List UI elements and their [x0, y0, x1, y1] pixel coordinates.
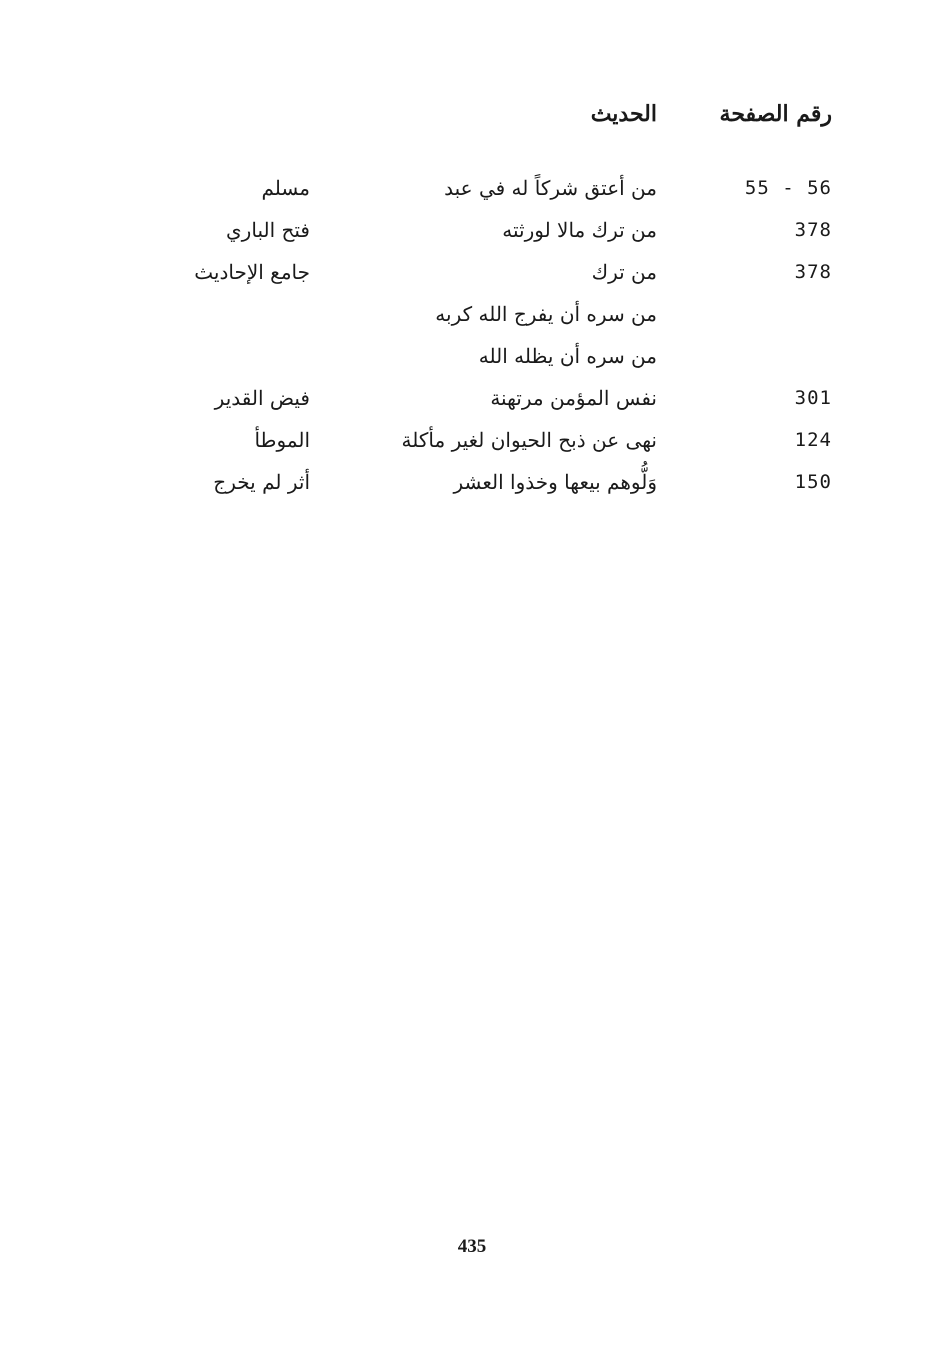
page-footer-number: 435 [457, 1236, 487, 1257]
table-row [0, 168, 944, 210]
hadith-text: نفس المؤمن مرتهنة [490, 386, 657, 410]
page-number: 150 [794, 471, 832, 493]
hadith-text: من ترك مالا لورثته [502, 218, 657, 242]
page-number-column-header: رقم الصفحة [719, 101, 832, 127]
table-row [0, 378, 944, 420]
hadith-text: نهى عن ذبح الحيوان لغير مأكلة [401, 428, 657, 452]
table-row [0, 210, 944, 252]
page-number: 378 [794, 261, 832, 283]
hadith-text: من ترك [591, 260, 657, 284]
hadith-index-table [0, 168, 944, 504]
table-row [0, 462, 944, 504]
hadith-source: جامع الإحاديث [194, 260, 310, 284]
page-number: 55 - 56 [744, 177, 832, 199]
table-row [0, 252, 944, 294]
hadith-source: مسلم [261, 176, 310, 200]
hadith-text: من سره أن يفرج الله كربه [435, 302, 657, 326]
page-number: 124 [794, 429, 832, 451]
hadith-column-header: الحديث [590, 101, 657, 127]
hadith-source: أثر لم يخرج [213, 470, 310, 494]
hadith-source: فتح الباري [226, 218, 310, 242]
hadith-source: الموطأ [254, 428, 310, 452]
table-row [0, 420, 944, 462]
table-header [0, 96, 944, 136]
hadith-source: فيض القدير [214, 386, 310, 410]
hadith-text: من أعتق شركاً له في عبد [444, 176, 657, 200]
hadith-text: من سره أن يظله الله [478, 344, 657, 368]
page-number: 301 [794, 387, 832, 409]
hadith-text: وَلُّوهم بيعها وخذوا العشر [453, 470, 657, 494]
page-number: 378 [794, 219, 832, 241]
table-row [0, 336, 944, 378]
table-row [0, 294, 944, 336]
